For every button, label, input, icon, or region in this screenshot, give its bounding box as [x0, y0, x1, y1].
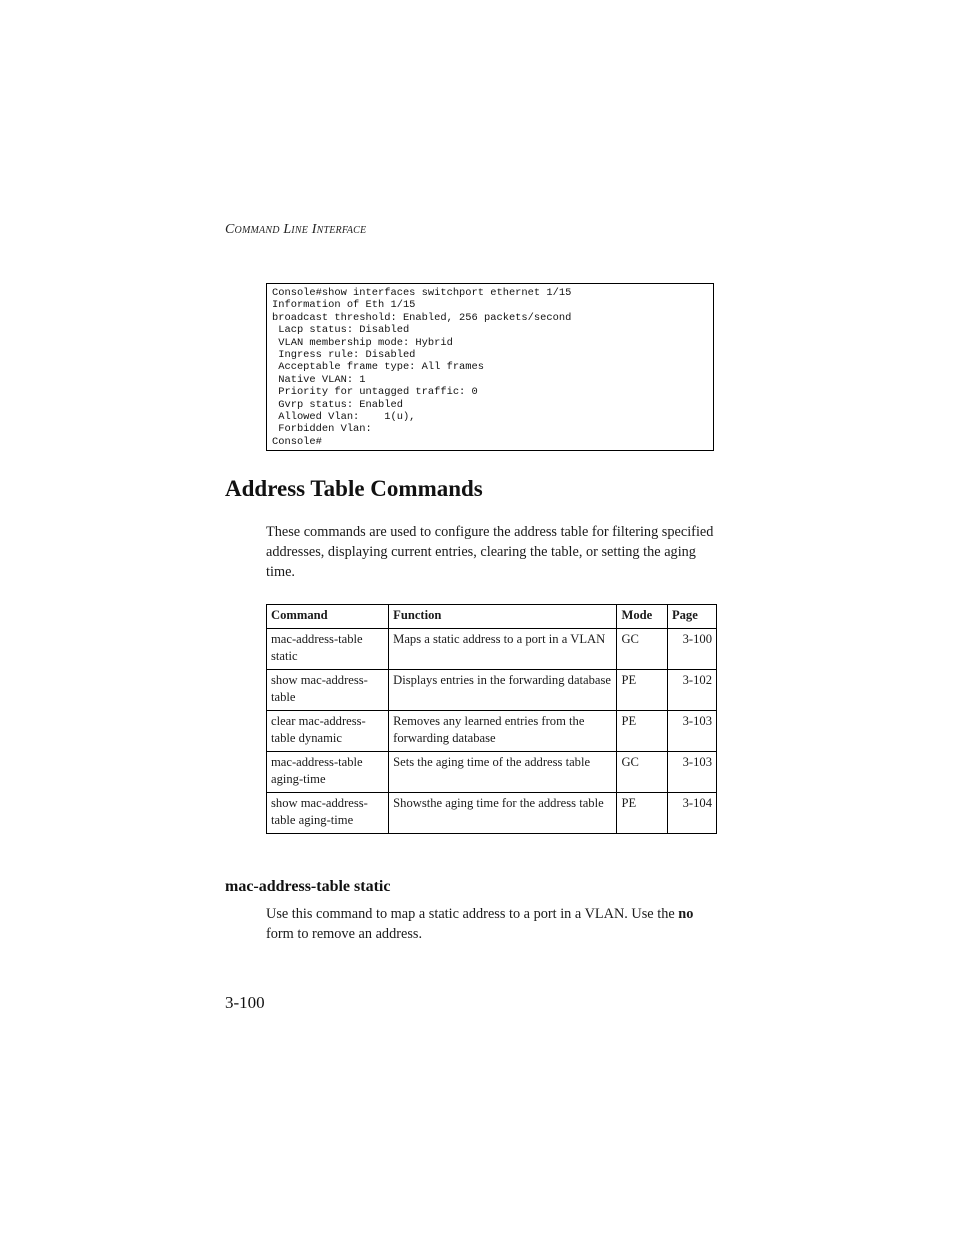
table-row — [267, 629, 717, 670]
cell-function: Showsthe aging time for the address table — [389, 793, 617, 834]
usage-text-after: form to remove an address. — [266, 926, 423, 942]
subsection-title: mac-address-table static — [225, 878, 391, 895]
header-mode: Mode — [617, 605, 668, 629]
section-intro: These commands are used to configure the address table for filtering specified addresses, displaying current entries, clearing the table, or setting the aging time. — [266, 524, 714, 580]
cell-command: show mac-address-table — [267, 670, 389, 711]
header-page: Page — [667, 605, 716, 629]
header-command: Command — [267, 605, 389, 629]
cell-function: Removes any learned entries from the forwarding database — [389, 711, 617, 752]
table-row — [267, 711, 717, 752]
cell-mode: GC — [617, 752, 668, 793]
running-header: Command Line Interface — [225, 222, 367, 237]
cell-command: clear mac-address-table dynamic — [267, 711, 389, 752]
cell-page: 3-104 — [667, 793, 716, 834]
cell-command: show mac-address-table aging-time — [267, 793, 389, 834]
page-number: 3-100 — [225, 993, 265, 1012]
cell-page: 3-102 — [667, 670, 716, 711]
usage-paragraph — [266, 904, 718, 944]
cell-function: Displays entries in the forwarding database — [389, 670, 617, 711]
usage-text-before: Use this command to map a static address to a port in a VLAN. Use the — [266, 906, 679, 922]
table-header-row — [267, 605, 717, 629]
table-row — [267, 752, 717, 793]
cell-mode: PE — [617, 670, 668, 711]
section-title: Address Table Commands — [225, 476, 483, 501]
table-row — [267, 670, 717, 711]
cell-command: mac-address-table static — [267, 629, 389, 670]
cell-function: Maps a static address to a port in a VLAN — [389, 629, 617, 670]
cell-command: mac-address-table aging-time — [267, 752, 389, 793]
code-example: Console#show interfaces switchport ethernet 1/15 Information of Eth 1/15 broadcast threshold: Enabled, 256 packets/second Lacp status: Disabled VLAN membership mode: Hybrid Ingress rule: Disabled Acceptable frame type: All frames Native VLAN: 1 Priority for untagged traffic: 0 Gvrp status: Enabled Allowed Vlan: 1(u), Forbidden Vlan: Console# — [272, 287, 572, 448]
cell-page: 3-103 — [667, 711, 716, 752]
usage-keyword: no — [678, 906, 694, 922]
header-function: Function — [389, 605, 617, 629]
cell-mode: PE — [617, 793, 668, 834]
table-row — [267, 793, 717, 834]
cell-page: 3-103 — [667, 752, 716, 793]
cell-page: 3-100 — [667, 629, 716, 670]
cell-function: Sets the aging time of the address table — [389, 752, 617, 793]
code-example-box — [266, 283, 714, 451]
cell-mode: PE — [617, 711, 668, 752]
command-table — [266, 604, 717, 834]
cell-mode: GC — [617, 629, 668, 670]
